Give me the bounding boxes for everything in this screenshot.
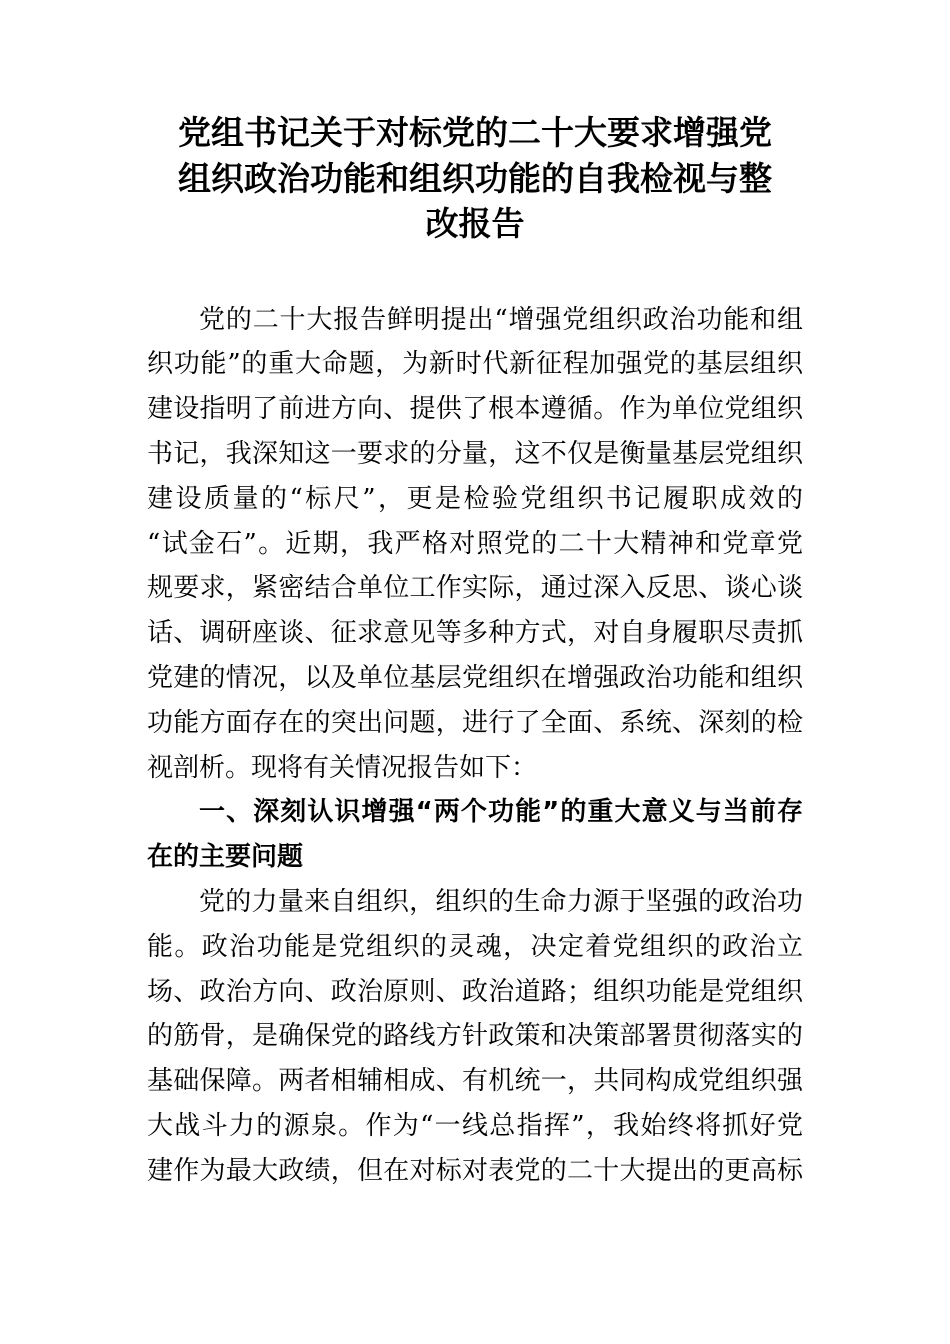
paragraph-line: 党的二十大报告鲜明提出“增强党组织政治功能和组: [199, 304, 803, 335]
title-line: 改报告: [425, 204, 525, 243]
paragraph-line: 书记，我深知这一要求的分量，这不仅是衡量基层党组织: [147, 438, 803, 469]
title-line: 党组书记关于对标党的二十大要求增强党: [178, 113, 772, 152]
heading-line: 在的主要问题: [147, 842, 304, 873]
paragraph-line: 规要求，紧密结合单位工作实际，通过深入反思、谈心谈: [147, 573, 803, 604]
paragraph-line: “试金石”。近期，我严格对照党的二十大精神和党章党: [147, 528, 803, 559]
paragraph-line: 话、调研座谈、征求意见等多种方式，对自身履职尽责抓: [147, 618, 803, 649]
document-body: [147, 298, 803, 1194]
paragraph-line: 织功能”的重大命题，为新时代新征程加强党的基层组织: [147, 349, 803, 380]
paragraph-line: 大战斗力的源泉。作为“一线总指挥”，我始终将抓好党: [147, 1110, 803, 1141]
section-heading: [147, 790, 803, 880]
document-title: [0, 110, 950, 247]
paragraph-line: 的筋骨，是确保党的路线方针政策和决策部署贯彻落实的: [147, 1021, 803, 1052]
paragraph-line: 建设质量的“标尺”，更是检验党组织书记履职成效的: [147, 483, 803, 514]
paragraph-line: 党建的情况，以及单位基层党组织在增强政治功能和组织: [147, 662, 803, 693]
paragraph-line: 建设指明了前进方向、提供了根本遵循。作为单位党组织: [147, 394, 803, 425]
title-line: 组织政治功能和组织功能的自我检视与整: [178, 158, 772, 198]
paragraph-line: 建作为最大政绩，但在对标对表党的二十大提出的更高标: [147, 1155, 803, 1186]
heading-line: 一、深刻认识增强“两个功能”的重大意义与当前存: [199, 797, 803, 828]
intro-paragraph: [147, 298, 803, 791]
paragraph-line: 党的力量来自组织，组织的生命力源于坚强的政治功: [199, 886, 803, 917]
paragraph-line: 场、政治方向、政治原则、政治道路；组织功能是党组织: [147, 976, 803, 1007]
paragraph-line: 视剖析。现将有关情况报告如下：: [147, 752, 538, 783]
paragraph-line: 基础保障。两者相辅相成、有机统一，共同构成党组织强: [147, 1066, 803, 1097]
paragraph-line: 能。政治功能是党组织的灵魂，决定着党组织的政治立: [147, 931, 803, 962]
paragraph-line: 功能方面存在的突出问题，进行了全面、系统、深刻的检: [147, 707, 803, 738]
section-paragraph: [147, 880, 803, 1194]
